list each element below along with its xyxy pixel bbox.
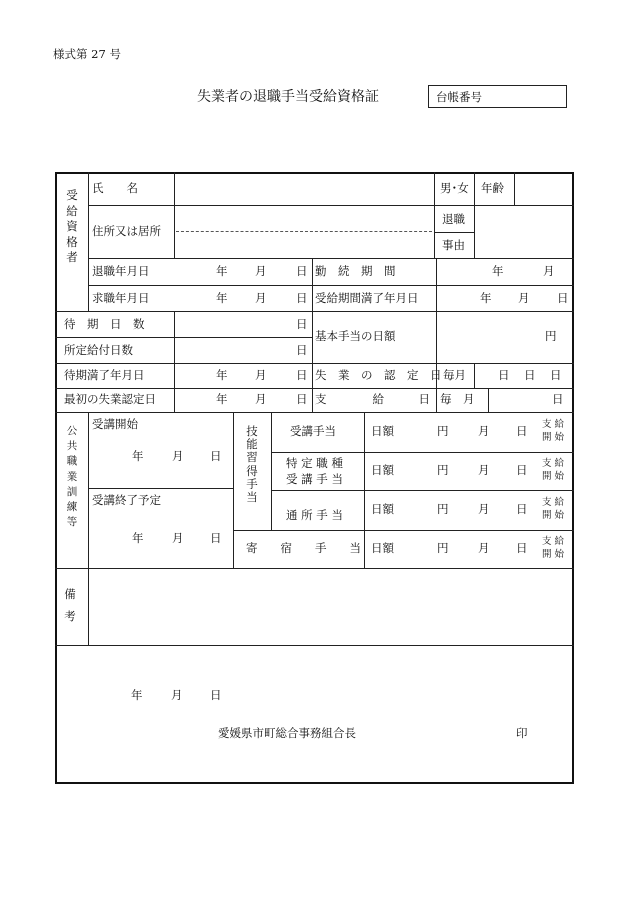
daily-amount-label: 基本手当の日額 xyxy=(315,329,396,343)
unit-day: 日 xyxy=(516,463,528,477)
training-start-label: 受講開始 xyxy=(92,417,138,431)
skill-allowance-label: 技能習得手当 xyxy=(246,424,258,505)
special-allowance-label-2: 受 講 手 当 xyxy=(286,472,343,486)
form-number: 様式第 27 号 xyxy=(53,47,121,61)
address-field[interactable] xyxy=(175,206,433,257)
unemployment-cert-label: 失 業 の 認 定 日 xyxy=(315,368,442,382)
unit-month: 月 xyxy=(478,541,490,555)
unit-day: 日 xyxy=(296,291,308,305)
unit-day: 日 xyxy=(210,449,222,463)
unit-year: 年 xyxy=(216,392,228,406)
unit-month: 月 xyxy=(478,424,490,438)
unit-day: 日 xyxy=(296,343,308,357)
first-cert-label: 最初の失業認定日 xyxy=(64,392,156,406)
seal-label: 印 xyxy=(516,726,528,740)
boarding-allowance-label: 寄 宿 手 当 xyxy=(246,541,361,555)
unit-month: 月 xyxy=(478,463,490,477)
daily-label: 日額 xyxy=(371,424,394,438)
daily-label: 日額 xyxy=(371,541,394,555)
attendance-allowance-label: 受講手当 xyxy=(290,424,336,438)
training-section-label: 公共職業訓練等 xyxy=(66,425,78,529)
pay-start-label: 開 始 xyxy=(542,549,565,560)
qualifier-section-label: 受給資格者 xyxy=(66,188,78,265)
unit-day: 日 xyxy=(210,688,222,702)
unit-year: 年 xyxy=(492,264,504,278)
unit-year: 年 xyxy=(216,291,228,305)
unit-yen: 円 xyxy=(545,329,557,343)
benefit-expiry-label: 受給期間満了年月日 xyxy=(315,291,419,305)
unit-day: 日 xyxy=(550,368,562,382)
prescribed-days-label: 所定給付日数 xyxy=(64,343,133,357)
retire-date-label: 退職年月日 xyxy=(92,264,150,278)
service-period-label: 勤 続 期 間 xyxy=(315,264,396,278)
unit-day: 日 xyxy=(557,291,569,305)
job-seek-date-label: 求職年月日 xyxy=(92,291,150,305)
unit-month: 月 xyxy=(518,291,530,305)
unit-day: 日 xyxy=(516,541,528,555)
every-month-label-2: 毎 月 xyxy=(440,392,475,406)
waiting-end-label: 待期満了年月日 xyxy=(64,368,145,382)
unit-day: 日 xyxy=(552,392,564,406)
retire-reason-field[interactable] xyxy=(475,206,572,257)
unit-month: 月 xyxy=(255,264,267,278)
ledger-number-label: 台帳番号 xyxy=(436,90,482,104)
unit-day: 日 xyxy=(296,368,308,382)
payment-label: 支 給 日 xyxy=(315,392,430,406)
unit-month: 月 xyxy=(478,502,490,516)
unit-year: 年 xyxy=(216,368,228,382)
unit-yen: 円 xyxy=(437,463,449,477)
waiting-days-label: 待 期 日 数 xyxy=(64,317,145,331)
pay-start-label: 開 始 xyxy=(542,471,565,482)
gender-label[interactable]: 男･女 xyxy=(440,181,469,195)
unit-year: 年 xyxy=(131,688,143,702)
unit-month: 月 xyxy=(255,368,267,382)
pay-start-label: 支 給 xyxy=(542,497,565,508)
unit-month: 月 xyxy=(172,531,184,545)
document-title: 失業者の退職手当受給資格証 xyxy=(197,89,379,105)
unit-year: 年 xyxy=(132,531,144,545)
age-field[interactable] xyxy=(515,173,572,204)
retire-reason-label-1: 退職 xyxy=(442,212,465,226)
age-label: 年齢 xyxy=(481,181,504,195)
retire-reason-label-2: 事由 xyxy=(442,238,465,252)
daily-label: 日額 xyxy=(371,463,394,477)
commute-allowance-label: 通 所 手 当 xyxy=(286,508,343,522)
unit-year: 年 xyxy=(480,291,492,305)
every-month-label: 毎月 xyxy=(443,368,466,382)
unit-day: 日 xyxy=(516,424,528,438)
unit-month: 月 xyxy=(255,291,267,305)
remarks-field[interactable] xyxy=(89,569,572,644)
pay-start-label: 支 給 xyxy=(542,536,565,547)
name-field[interactable] xyxy=(175,173,433,204)
unit-day: 日 xyxy=(498,368,510,382)
unit-yen: 円 xyxy=(437,424,449,438)
unit-day: 日 xyxy=(296,317,308,331)
unit-year: 年 xyxy=(132,449,144,463)
unit-day: 日 xyxy=(210,531,222,545)
pay-start-label: 開 始 xyxy=(542,432,565,443)
pay-start-label: 支 給 xyxy=(542,458,565,469)
address-label: 住所又は居所 xyxy=(92,224,161,238)
unit-year: 年 xyxy=(216,264,228,278)
issuer-label: 愛媛県市町総合事務組合長 xyxy=(218,726,356,740)
remarks-label: 備考 xyxy=(64,587,76,623)
name-label: 氏 名 xyxy=(92,181,138,195)
unit-yen: 円 xyxy=(437,541,449,555)
unit-month: 月 xyxy=(255,392,267,406)
training-end-label: 受講終了予定 xyxy=(92,493,161,507)
unit-month: 月 xyxy=(172,449,184,463)
unit-day: 日 xyxy=(296,264,308,278)
pay-start-label: 開 始 xyxy=(542,510,565,521)
unit-day: 日 xyxy=(524,368,536,382)
unit-yen: 円 xyxy=(437,502,449,516)
daily-label: 日額 xyxy=(371,502,394,516)
unit-day: 日 xyxy=(296,392,308,406)
pay-start-label: 支 給 xyxy=(542,419,565,430)
unit-day: 日 xyxy=(516,502,528,516)
unit-month: 月 xyxy=(543,264,555,278)
special-allowance-label-1: 特 定 職 種 xyxy=(286,456,343,470)
unit-month: 月 xyxy=(171,688,183,702)
